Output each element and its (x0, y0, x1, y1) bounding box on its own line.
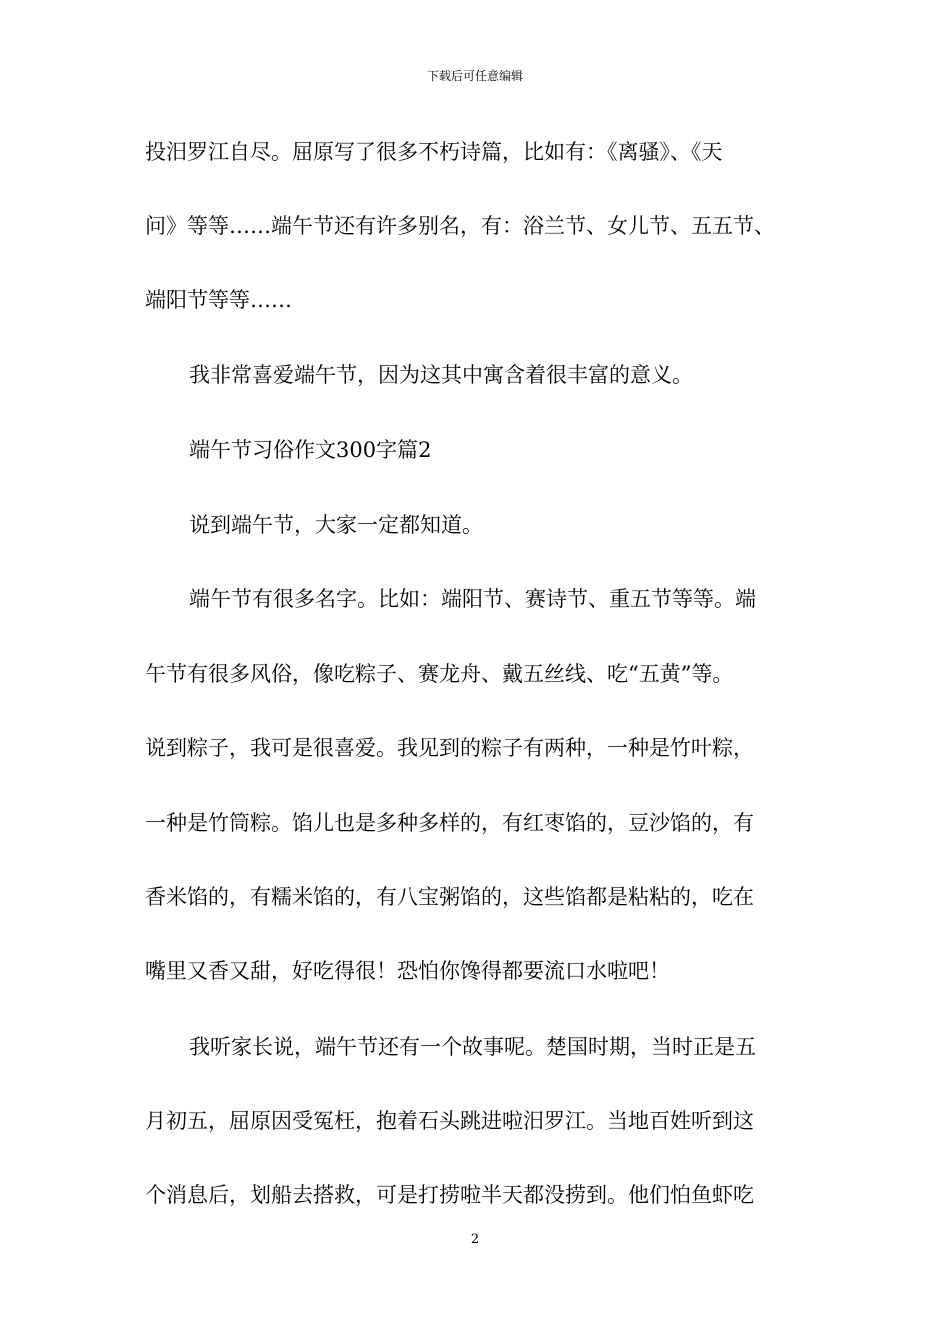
page-number: 2 (470, 1232, 480, 1247)
section-heading: 端午节习俗作文300字篇2 (189, 438, 432, 462)
body-line: 端阳节等等…… (145, 288, 292, 312)
body-line: 端午节有很多名字。比如：端阳节、赛诗节、重五节等等。端 (189, 587, 756, 611)
page-header: 下载后可任意编辑 (426, 69, 523, 83)
body-line: 投汨罗江自尽。屈原写了很多不朽诗篇，比如有：《离骚》、《天 (145, 140, 723, 164)
body-line: 我听家长说，端午节还有一个故事呢。楚国时期，当时正是五 (189, 1035, 756, 1059)
body-line: 我非常喜爱端午节，因为这其中寓含着很丰富的意义。 (189, 363, 693, 387)
body-line: 午节有很多风俗，像吃粽子、赛龙舟、戴五丝线、吃“五黄”等。 (145, 662, 734, 686)
body-line: 一种是竹筒粽。馅儿也是多种多样的，有红枣馅的，豆沙馅的，有 (145, 811, 754, 835)
body-line: 个消息后，划船去搭救，可是打捞啦半天都没捞到。他们怕鱼虾吃 (145, 1183, 754, 1207)
body-line: 说到端午节，大家一定都知道。 (189, 513, 483, 537)
body-line: 说到粽子，我可是很喜爱。我见到的粽子有两种，一种是竹叶粽， (145, 736, 754, 760)
body-line: 月初五，屈原因受冤枉，抱着石头跳进啦汨罗江。当地百姓听到这 (145, 1109, 754, 1133)
body-line: 嘴里又香又甜，好吃得很！恐怕你馋得都要流口水啦吧！ (145, 959, 670, 983)
body-line: 香米馅的，有糯米馅的，有八宝粥馅的，这些馅都是粘粘的，吃在 (145, 885, 754, 909)
body-line: 问》等等……端午节还有许多别名，有：浴兰节、女儿节、五五节、 (145, 214, 775, 238)
